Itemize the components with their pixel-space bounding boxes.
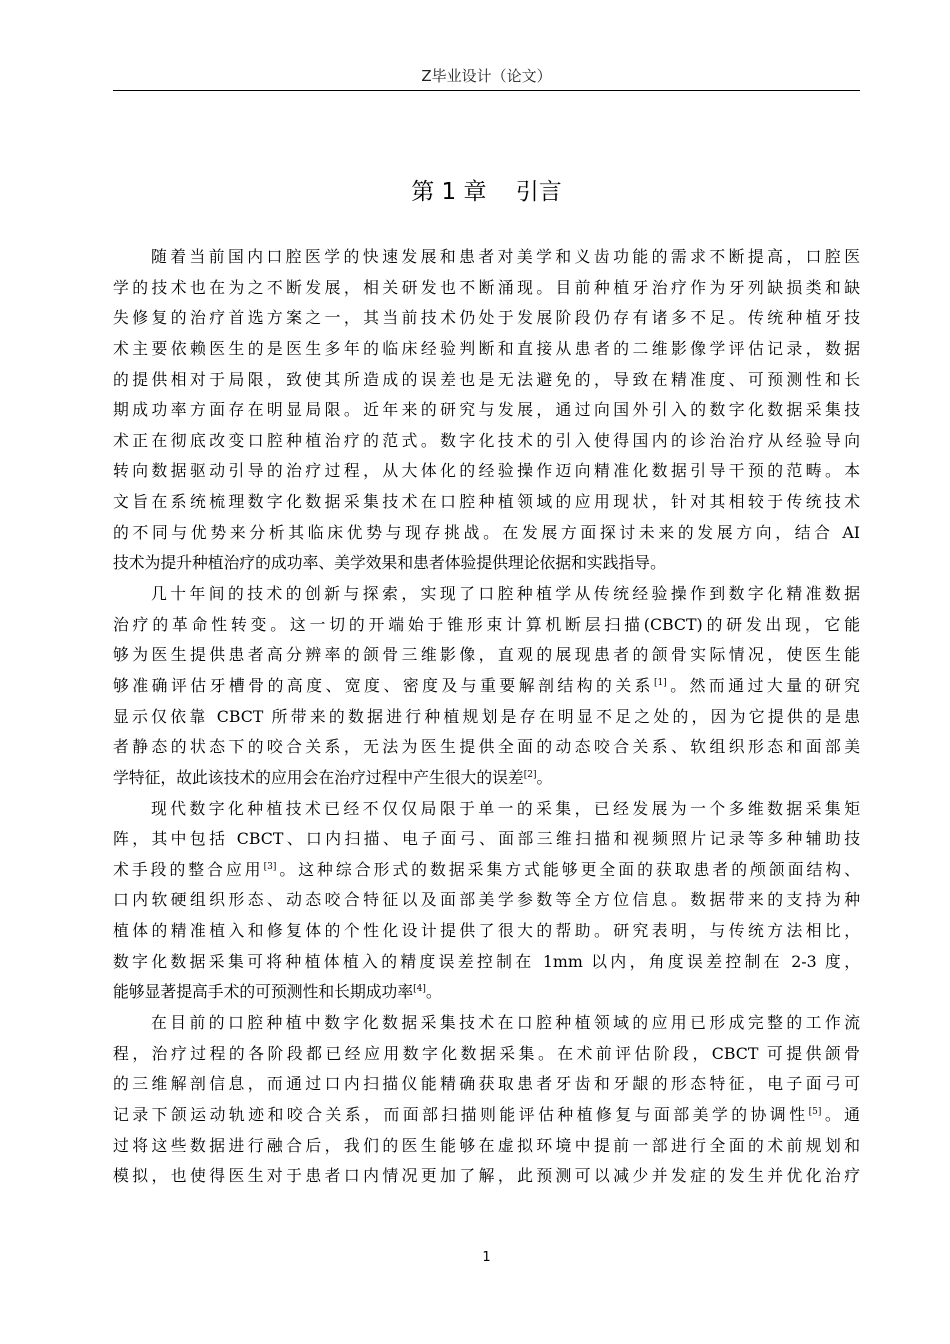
text-segment: 在目前的口腔种植中数字化数据采集技术在口腔种植领域的应用已形成完整的工作流	[151, 1013, 860, 1033]
paragraph	[113, 242, 860, 579]
text-line	[113, 1039, 860, 1070]
text-segment: 口内软硬组织形态、动态咬合特征以及面部美学参数等全方位信息。数据带来的支持为种	[113, 890, 860, 910]
text-segment: 。	[425, 982, 442, 1002]
citation-ref: [1]	[654, 677, 667, 688]
text-segment: 记录下颌运动轨迹和咬合关系，而面部扫描则能评估种植修复与面部美学的协调性	[113, 1104, 809, 1124]
text-segment: 。通	[821, 1104, 860, 1124]
text-segment: 显示仅依靠 CBCT 所带来的数据进行种植规划是存在明显不足之处的，因为它提供的是患	[113, 706, 860, 726]
text-segment: 阵，其中包括 CBCT、口内扫描、电子面弓、面部三维扫描和视频照片记录等多种辅助技	[113, 829, 860, 849]
citation-ref: [5]	[808, 1106, 822, 1117]
citation-ref: [2]	[523, 769, 537, 780]
running-header: Z毕业设计（论文）	[421, 67, 552, 85]
text-segment: 的三维解剖信息，而通过口内扫描仪能精确获取患者牙齿和牙龈的形态特征，电子面弓可	[113, 1074, 860, 1094]
text-line	[113, 334, 860, 365]
text-line	[113, 395, 860, 426]
text-segment: 够准确评估牙槽骨的高度、宽度、密度及与重要解剖结构的关系	[113, 675, 655, 695]
text-segment: 植体的精准植入和修复体的个性化设计提供了很大的帮助。研究表明，与传统方法相比，	[113, 921, 860, 941]
text-line	[113, 1008, 860, 1039]
text-segment: 。	[536, 767, 553, 787]
text-segment: 术手段的整合应用	[113, 859, 264, 879]
text-segment: 模拟，也使得医生对于患者口内情况更加了解，此预测可以减少并发症的发生并优化治疗	[113, 1166, 860, 1186]
text-line	[113, 456, 860, 487]
text-segment: 文旨在系统梳理数字化数据采集技术在口腔种植领域的应用现状，针对其相较于传统技术	[113, 492, 860, 512]
text-line	[113, 487, 860, 518]
text-segment: 的提供相对于局限，致使其所造成的误差也是无法避免的，导致在精准度、可预测性和长	[113, 369, 860, 389]
text-line	[113, 916, 860, 947]
text-line	[113, 426, 860, 457]
text-segment: 术正在彻底改变口腔种植治疗的范式。数字化技术的引入使得国内的诊治治疗从经验导向	[113, 430, 860, 450]
text-line	[113, 579, 860, 610]
text-line	[113, 763, 860, 794]
text-line	[113, 518, 860, 549]
text-segment: 。这种综合形式的数据采集方式能够更全面的获取患者的颅颌面结构、	[276, 859, 860, 879]
text-segment: 随着当前国内口腔医学的快速发展和患者对美学和义齿功能的需求不断提高，口腔医	[151, 247, 860, 266]
paragraph	[113, 579, 860, 793]
text-segment: 者静态的状态下的咬合关系，无法为医生提供全面的动态咬合关系、软组织形态和面部美	[113, 737, 860, 757]
text-segment: 够为医生提供患者高分辨率的颌骨三维影像，直观的展现患者的颌骨实际情况，使医生能	[113, 645, 860, 665]
text-line	[113, 1131, 860, 1162]
text-segment: 。然而通过大量的研究	[666, 675, 860, 695]
text-segment: 治疗的革命性转变。这一切的开端始于锥形束计算机断层扫描(CBCT)的研发出现，它能	[113, 614, 860, 634]
header-divider	[113, 90, 860, 91]
text-segment: 失修复的治疗首选方案之一，其当前技术仍处于发展阶段仍存有诸多不足。传统种植牙技	[113, 308, 860, 328]
text-segment: 期成功率方面存在明显局限。近年来的研究与发展，通过向国外引入的数字化数据采集技	[113, 400, 860, 420]
text-line	[113, 885, 860, 916]
text-segment: 术主要依赖医生的是医生多年的临床经验判断和直接从患者的二维影像学评估记录，数据	[113, 338, 860, 358]
citation-ref: [4]	[413, 984, 426, 995]
body-text	[113, 242, 860, 1192]
page-number: 1	[482, 1250, 491, 1265]
text-segment: 转向数据驱动引导的治疗过程，从大体化的经验操作迈向精准化数据引导干预的范畴。本	[113, 461, 860, 481]
text-line	[113, 273, 860, 304]
text-segment: 几十年间的技术的创新与探索，实现了口腔种植学从传统经验操作到数字化精准数据	[151, 584, 860, 604]
text-line	[113, 732, 860, 763]
text-segment: 学特征，故此该技术的应用会在治疗过程中产生很大的误差	[113, 767, 524, 787]
text-line	[113, 824, 860, 855]
text-line	[113, 702, 860, 733]
text-line	[113, 1069, 860, 1100]
text-line	[113, 640, 860, 671]
text-segment: 的不同与优势来分析其临床优势与现存挑战。在发展方面探讨未来的发展方向，结合 AI	[113, 522, 860, 542]
text-line	[113, 1161, 860, 1192]
text-segment: 程，治疗过程的各阶段都已经应用数字化数据采集。在术前评估阶段，CBCT 可提供颌骨	[113, 1043, 860, 1063]
text-segment: 数字化数据采集可将种植体植入的精度误差控制在 1mm 以内，角度误差控制在 2-3 度，	[113, 951, 860, 971]
citation-ref: [3]	[263, 861, 277, 872]
chapter-title: 第 1 章 引言	[411, 179, 562, 205]
text-segment: 学的技术也在为之不断发展，相关研发也不断涌现。目前种植牙治疗作为牙列缺损类和缺	[113, 277, 860, 297]
text-line	[113, 365, 860, 396]
text-segment: 过将这些数据进行融合后，我们的医生能够在虚拟环境中提前一部进行全面的术前规划和	[113, 1135, 860, 1155]
text-line	[113, 977, 860, 1008]
text-line	[113, 303, 860, 334]
paragraph	[113, 794, 860, 1008]
text-line	[113, 671, 860, 702]
text-line	[113, 947, 860, 978]
text-line	[113, 610, 860, 641]
paragraph	[113, 1008, 860, 1192]
text-line	[113, 794, 860, 825]
text-segment: 现代数字化种植技术已经不仅仅局限于单一的采集，已经发展为一个多维数据采集矩	[151, 798, 860, 818]
text-line	[113, 1100, 860, 1131]
text-segment: 技术为提升种植治疗的成功率、美学效果和患者体验提供理论依据和实践指导。	[113, 553, 666, 573]
text-segment: 能够显著提高手术的可预测性和长期成功率	[113, 982, 414, 1002]
text-line	[113, 548, 860, 579]
text-line	[113, 242, 860, 273]
text-line	[113, 855, 860, 886]
